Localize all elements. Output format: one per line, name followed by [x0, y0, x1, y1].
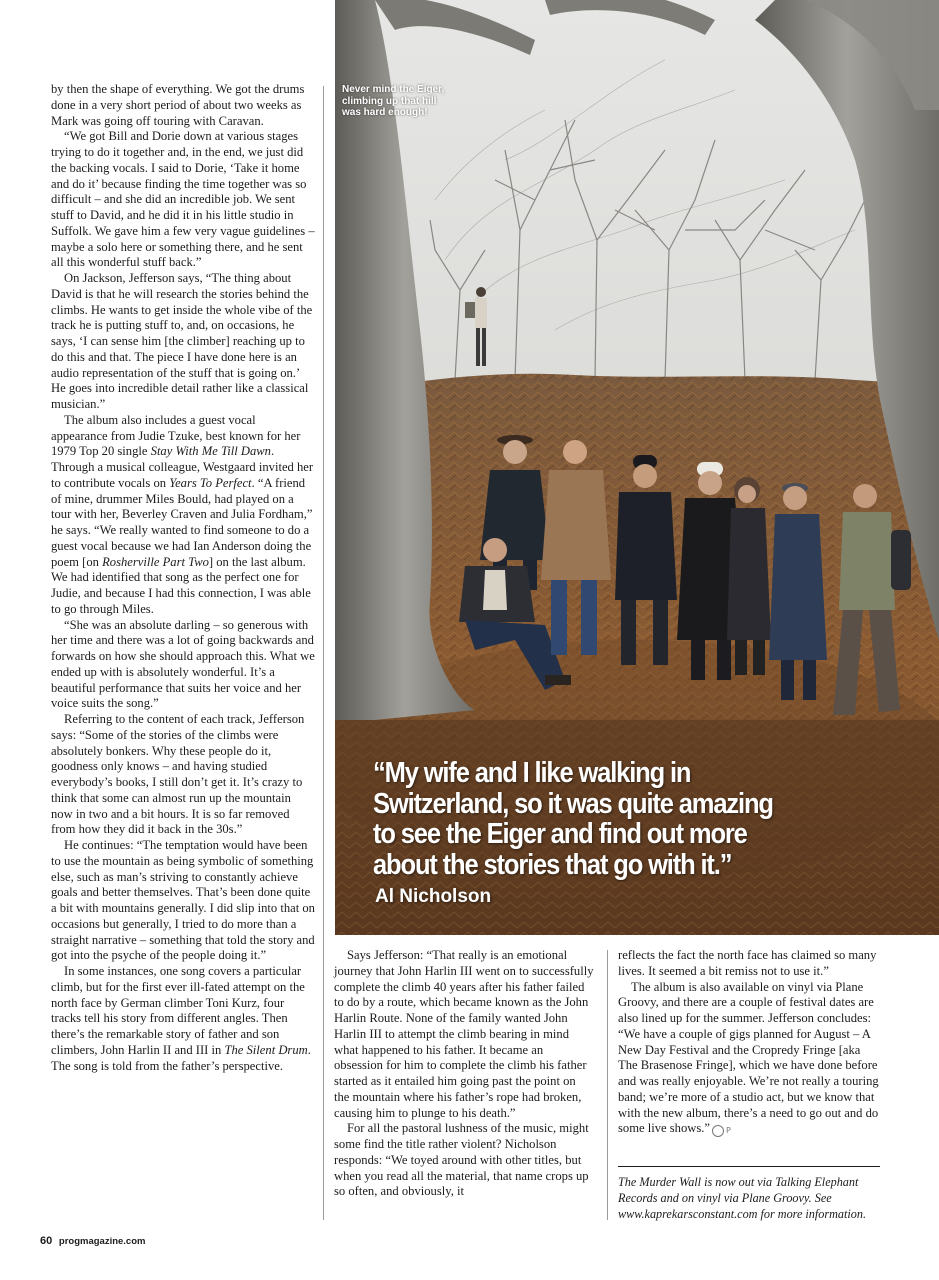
article-column-right [618, 948, 882, 1137]
article-paragraph: “We got Bill and Dorie down at various stages trying to do it together and, in the end, we just did the backing vocals. I said to Dorie, ‘Take it home and do it’ because finding the time together was so difficult – and she did an incredible job. We sent stuff to David, and he did it in his little studio in Suffolk. We gave him a few very vague guidelines – maybe a solo here or something there, and he sent all this wonderful stuff back.” [51, 129, 315, 270]
text-run: . The song is told from the father’s perspective. [51, 1042, 311, 1073]
article-paragraph [51, 413, 315, 618]
pull-quote-attribution: Al Nicholson [375, 886, 492, 907]
page-number: 60 [40, 1235, 53, 1247]
italic-title: The Silent Drum [224, 1042, 308, 1057]
article-paragraph: “She was an absolute darling – so generous with her time and there was a lot of going backwards and forwards on how she should approach this. What we ended up with is absolutely wonderful. It’s a beautiful performance that suits her voice and her voice suits the song.” [51, 617, 315, 711]
text-run: . Through a musical colleague, Westgaard invited her to contribute vocals on [51, 444, 314, 490]
italic-title: Stay With Me Till Dawn [150, 444, 271, 459]
text-run: In some instances, one song covers a particular climb, but for the first ever ill-fated attempt on the north face by German climber Toni Kurz, four tracks tell his story from different angles. Then there’s the remarkable story of father and son climbers, John Harlin II and III in [51, 964, 305, 1057]
site-url: progmagazine.com [58, 1236, 146, 1247]
pull-quote: “My wife and I like walking in Switzerland, so it was quite amazing to see the Eiger and find out more about the stories that go with it.” [373, 757, 773, 881]
photo-caption: Never mind the Eiger, climbing up that hill was hard enough! [342, 84, 445, 118]
article-paragraph [51, 964, 315, 1074]
text-run: The album also includes a guest vocal appearance from Judie Tzuke, best known for her 1979 Top 20 single [51, 412, 301, 459]
text-run: . “A friend of mine, drummer Miles Bould, had played on a tour with her, Beverley Craven and Julia Fordham,” he says. “We really wanted to find someone to do a guest vocal because we had Ian Anderson doing the poem [on [51, 475, 313, 569]
article-paragraph: Referring to the content of each track, Jefferson says: “Some of the stories of the climbs were absolutely bonkers. Why these people do it, goodness only knows – and having studied everybody’s books, I still don’t get it. It’s crazy to think that some can almost run up the mountain now in two and a bit hours. It is so far removed from how they did it back in the 30s.” [51, 712, 305, 837]
article-paragraph: by then the shape of everything. We got the drums done in a very short period of about two weeks as Mark was going off touring with Caravan. [51, 82, 305, 128]
italic-title: Years To Perfect [169, 475, 252, 490]
page-footer [40, 1235, 145, 1247]
column-divider [607, 950, 608, 1220]
article-column-middle [334, 948, 594, 1200]
album-info-footnote: The Murder Wall is now out via Talking Elephant Records and on vinyl via Plane Groovy. See www.kaprekarsconstant.com for more information. [618, 1175, 867, 1221]
article-paragraph: reflects the fact the north face has claimed so many lives. It seemed a bit remiss not to use it.” [618, 948, 877, 978]
article-paragraph: On Jackson, Jefferson says, “The thing about David is that he will research the stories behind the climbs. He wants to get inside the whole vibe of the track he is putting stuff to, and, on occasions, he says, ‘I can sense him [the climber] reaching up to do this and that. The piece I have done here is an audio representation of the stuff that is going on.’ He goes into incredible detail rather like a classical musician.” [51, 271, 313, 411]
article-paragraph: He continues: “The temptation would have been to use the mountain as being symbolic of something else, such as man’s striving to constantly achieve goals and better themselves. That’s been done quite a bit with mountains generally. I did slip into that on occasions but generally, I tried to do more than a straight narrative – something that told the story and got into the psyche of the people doing it.” [51, 838, 315, 963]
article-column-left [51, 82, 315, 1074]
column-divider [323, 86, 324, 1220]
prog-logo-icon: P [712, 1125, 724, 1137]
italic-title: Rosherville Part Two [102, 554, 209, 569]
article-paragraph: The album is also available on vinyl via Plane Groovy, and there are a couple of festival dates are also lined up for the summer. Jefferson concludes: “We have a couple of gigs planned for August – A New Day Festival and the Cropredy Fringe [aka The Brasenose Fringe], which we have done before and was really enjoyable. We’re not really a touring band; we’re more of a studio act, but we know that with the new album, there’s a need to go out and do some live shows.” P [618, 979, 879, 1136]
article-paragraph: For all the pastoral lushness of the music, might some find the title rather violent? Nicholson responds: “We toyed around with other titles, but when you read all the material, that name crops up so often, and obviously, it [334, 1121, 589, 1199]
article-paragraph: Says Jefferson: “That really is an emotional journey that John Harlin III went on to successfully complete the climb 40 years after his father failed to do by a route, which became known as the John Harlin Route. None of the family wanted John Harlin III to attempt the climb bearing in mind what happened to his father. It became an obsession for him to complete the climb his father started as it entailed him going past the point on the mountain where his father’s rope had broken, causing him to plunge to his death.” [334, 948, 594, 1120]
footnote-rule [618, 1166, 880, 1167]
text-run: ] on the last album. We had identified that song as the perfect one for Judie, and because I had this connection, I was able to go through Miles. [51, 554, 311, 616]
